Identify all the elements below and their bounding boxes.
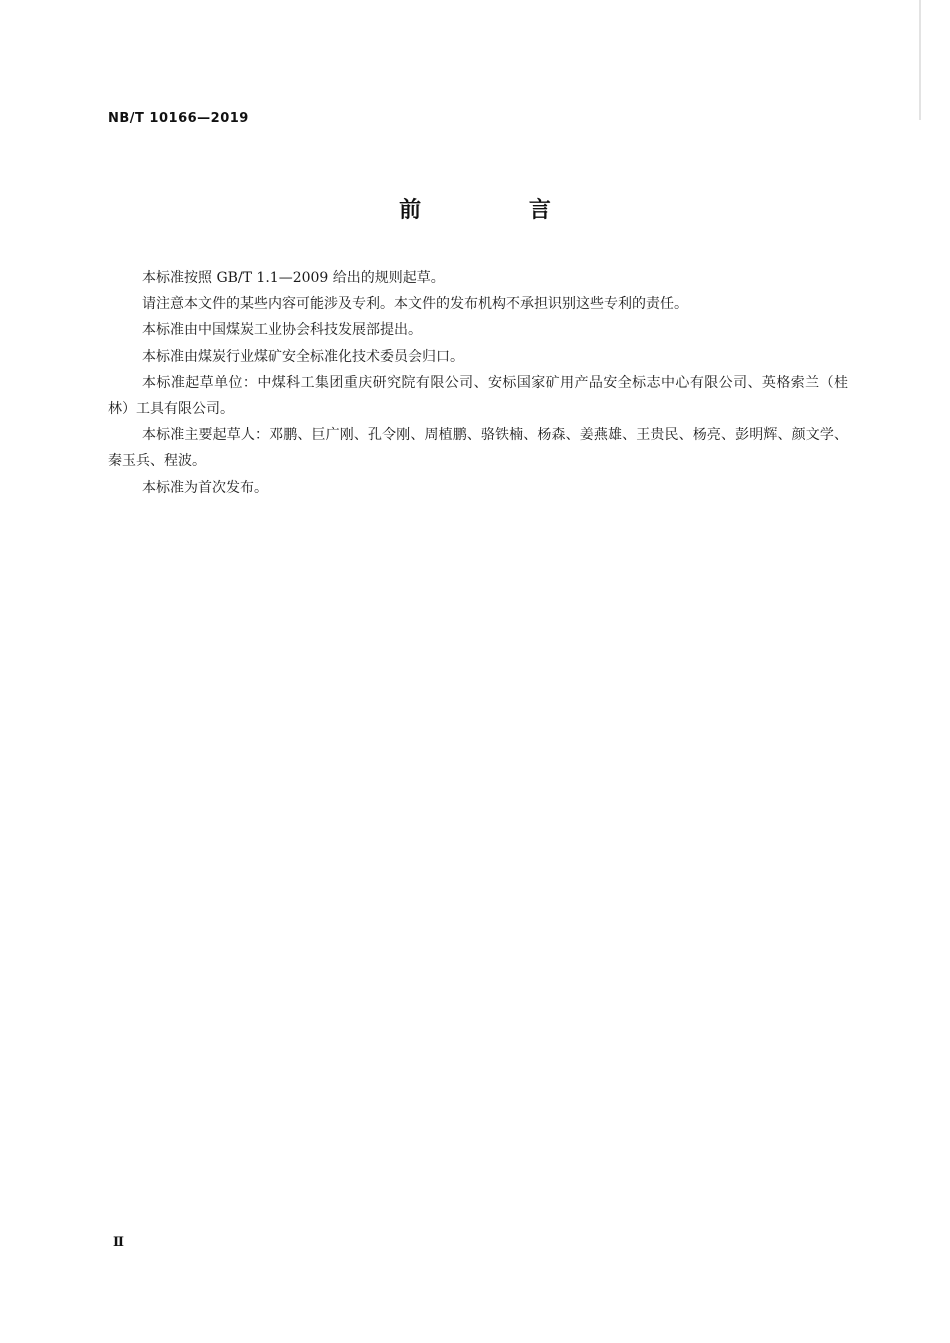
page-number: Ⅱ <box>113 1235 124 1250</box>
paragraph-proposed-by: 本标准由中国煤炭工业协会科技发展部提出。 <box>142 322 422 339</box>
scan-edge-line <box>919 0 921 120</box>
paragraph-first-release: 本标准为首次发布。 <box>142 479 268 496</box>
standard-code: NB/T 10166—2019 <box>108 111 249 126</box>
paragraph-drafting-units: 本标准起草单位：中煤科工集团重庆研究院有限公司、安标国家矿用产品安全标志中心有限公司、英格索兰（桂林）工具有限公司。 <box>108 374 848 418</box>
paragraph-patent-notice: 请注意本文件的某些内容可能涉及专利。本文件的发布机构不承担识别这些专利的责任。 <box>142 296 688 313</box>
page-title: 前 言 <box>399 198 601 223</box>
paragraph-drafting-rules: 本标准按照 GB/T 1.1—2009 给出的规则起草。 <box>142 270 445 286</box>
paragraph-drafters: 本标准主要起草人：邓鹏、巨广刚、孔令刚、周植鹏、骆铁楠、杨森、姜燕雄、王贵民、杨亮、彭明辉、颜文学、秦玉兵、程波。 <box>108 427 848 470</box>
paragraph-centralized-by: 本标准由煤炭行业煤矿安全标准化技术委员会归口。 <box>142 348 464 365</box>
foreword-body <box>108 265 848 501</box>
